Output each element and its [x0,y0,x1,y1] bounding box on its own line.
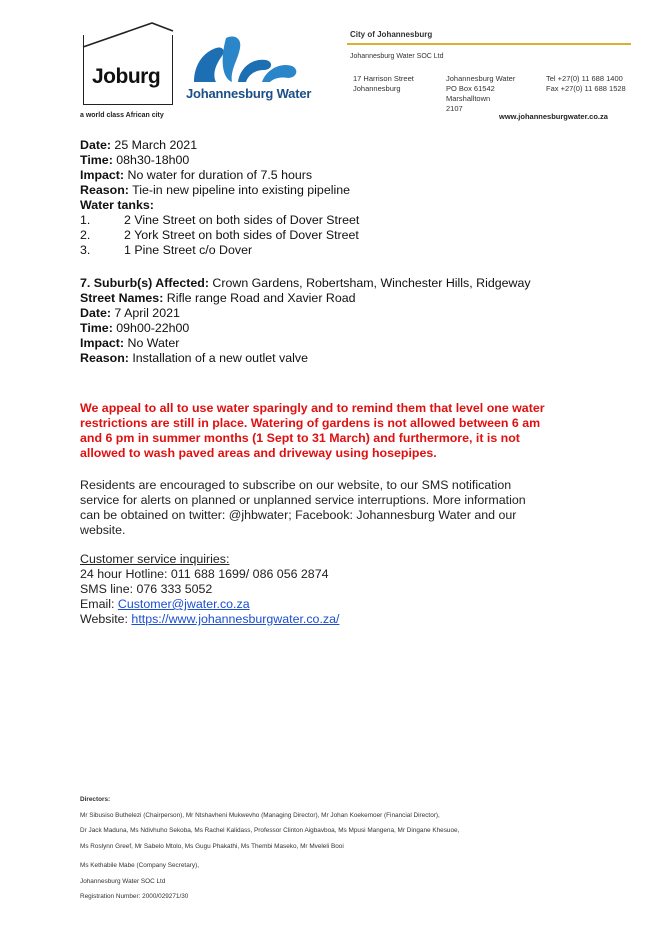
impact-value: No water for duration of 7.5 hours [124,168,313,182]
company-name: Johannesburg Water SOC Ltd [80,877,166,885]
paragraph-line: can be obtained on twitter: @jhbwater; Facebook: Johannesburg Water and our [80,508,517,522]
fax-line: Fax +27(0) 11 688 1528 [546,84,626,93]
directors-line: Mr Sibusiso Buthelezi (Chairperson), Mr Ntshavheni Mukwevho (Managing Director), Mr Johan Koekemoer (Financial Director), [80,811,440,819]
streets-row [80,291,531,306]
date-label: Date: [80,138,111,152]
tank-number: 1. [80,213,91,227]
directors-line: Ms Roslynn Greef, Mr Sabelo Mtolo, Ms Gugu Phakathi, Ms Thembi Maseko, Mr Mveleli Booi [80,842,344,850]
tank-location: 2 Vine Street on both sides of Dover Street [124,213,360,227]
postal-address [446,74,515,114]
outage-block-2 [80,276,531,366]
reason-label: Reason: [80,351,129,365]
impact-label: Impact: [80,168,125,182]
date-label: Date: [80,306,111,320]
tank-location: 1 Pine Street c/o Dover [124,243,253,257]
tank-number: 2. [80,228,91,242]
date-value: 25 March 2021 [110,138,198,152]
website-row [80,612,339,627]
date-row [80,138,350,153]
reason-row [80,351,531,366]
paragraph-line: website. [80,523,126,537]
address-line: 17 Harrison Street [353,74,414,83]
impact-row [80,168,350,183]
org-subtitle: Johannesburg Water SOC Ltd [350,53,444,60]
street-address [353,74,414,94]
tagline: a world class African city [80,112,164,119]
list-item [80,213,360,228]
directors-footer [80,792,459,854]
secretary-line: Ms Kethabile Mabe (Company Secretary), [80,862,199,869]
address-line: 2107 [446,104,463,113]
notice-line: allowed to wash paved areas and driveway using hosepipes. [80,446,437,460]
tank-number: 3. [80,243,91,257]
water-restriction-notice [80,401,620,461]
header-website: www.johannesburgwater.co.za [499,112,608,121]
email-label: Email: [80,597,118,611]
hotline: 24 hour Hotline: 011 688 1699/ 086 056 2874 [80,567,329,581]
roof-icon [82,21,174,49]
impact-row [80,336,531,351]
suburb-value: Crown Gardens, Robertsham, Winchester Hills, Ridgeway [208,276,531,290]
sms-line: SMS line: 076 333 5052 [80,582,213,596]
phone-fax [546,74,626,94]
reason-label: Reason: [80,183,129,197]
list-item [80,228,359,243]
header-divider [347,43,631,45]
subscription-paragraph [80,478,526,538]
directors-label: Directors: [80,796,111,803]
time-value: 08h30-18h00 [112,153,190,167]
impact-value: No Water [124,336,180,350]
paragraph-line: Residents are encouraged to subscribe on our website, to our SMS notification [80,478,512,492]
website-label: Website: [80,612,132,626]
reason-row [80,183,350,198]
reason-value: Installation of a new outlet valve [128,351,308,365]
streets-value: Rifle range Road and Xavier Road [163,291,356,305]
org-title: City of Johannesburg [350,30,433,39]
joburg-logo [83,35,173,105]
outage-block-1 [80,138,360,258]
website-link[interactable]: https://www.johannesburgwater.co.za/ [131,612,340,626]
jw-logo-name: Johannesburg Water [186,86,312,101]
streets-label: Street Names: [80,291,164,305]
directors-line: Dr Jack Maduna, Ms Ndivhuho Sekoba, Ms Rachel Kalidass, Professor Clinton Aigbavboa, Ms Mpusi Mangena, Mr Dingane Khesuoe, [80,827,460,834]
email-row [80,597,339,612]
suburb-row [80,276,531,291]
notice-line: and 6 pm in summer months (1 Sept to 31 March) and furthermore, it is not [80,431,520,445]
time-value: 09h00-22h00 [112,321,190,335]
address-line: Johannesburg Water [446,74,516,83]
suburb-label: 7. Suburb(s) Affected: [80,276,209,290]
tanks-heading [80,198,350,213]
phone-line: Tel +27(0) 11 688 1400 [546,74,623,83]
notice-line: We appeal to all to use water sparingly and to remind them that level one water [80,401,545,415]
address-line: Johannesburg [353,84,401,93]
time-row [80,321,531,336]
time-row [80,153,350,168]
registration-number: Registration Number: 2000/029271/30 [80,893,189,900]
customer-service-section [80,552,339,627]
contact-heading: Customer service inquiries: [80,552,230,566]
date-row [80,306,531,321]
tanks-label: Water tanks: [80,198,154,212]
time-label: Time: [80,153,113,167]
paragraph-line: service for alerts on planned or unplanned service interruptions. More information [80,493,526,507]
reason-value: Tie-in new pipeline into existing pipeline [128,183,350,197]
list-item [80,243,350,258]
address-line: Marshalltown [446,94,491,103]
joburg-logo-text: Joburg [92,65,161,88]
impact-label: Impact: [80,336,125,350]
company-secretary-footer [80,858,199,905]
date-value: 7 April 2021 [110,306,180,320]
tank-location: 2 York Street on both sides of Dover Street [124,228,359,242]
email-link[interactable]: Customer@jwater.co.za [117,597,250,611]
address-line: PO Box 61542 [446,84,495,93]
notice-line: restrictions are still in place. Watering of gardens is not allowed between 6 am [80,416,541,430]
time-label: Time: [80,321,113,335]
